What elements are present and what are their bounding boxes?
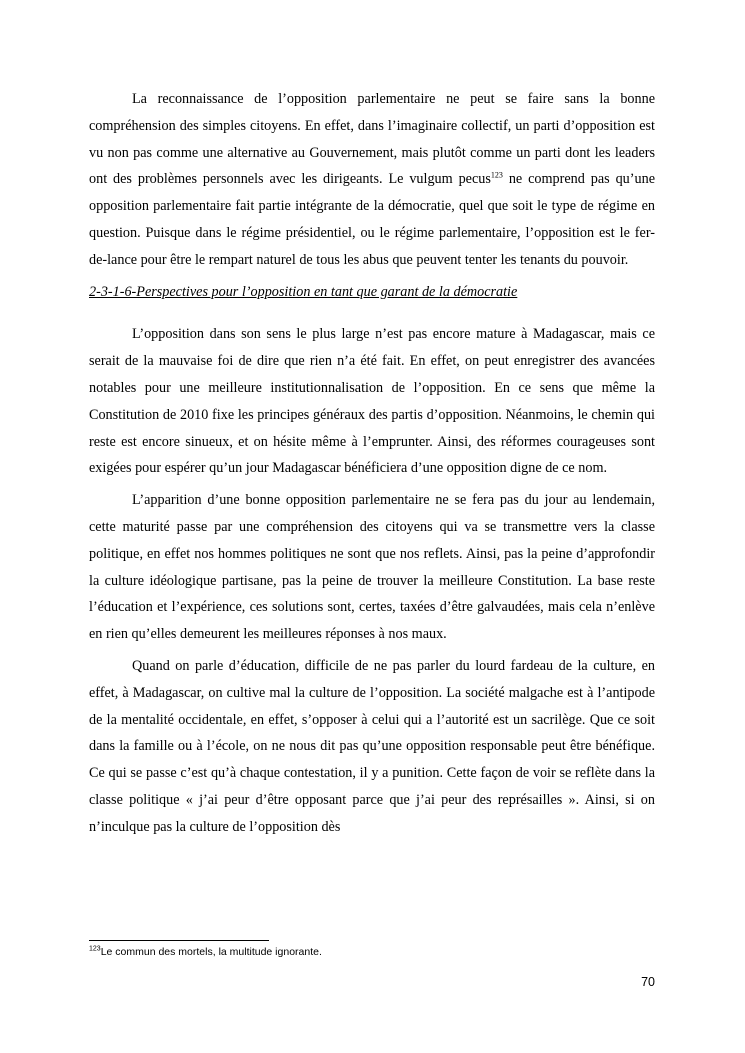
paragraph-4: Quand on parle d’éducation, difficile de ne pas parler du lourd fardeau de la culture, en effet, à Madagascar, on cultive mal la culture de l’opposition. La société malgache est à l’antipode de la mentalité occidentale, en effet, s’opposer à celui qui a l’autorité est un sacrilège. Que ce soit dans la famille ou à l’école, on ne nous dit pas qu’une opposition responsable peut être bénéfique. Ce qui se passe c’est qu’à chaque contestation, il y a punition. Cette façon de voir se reflète dans la classe politique « j’ai peur d’être opposant parce que j’ai peur des représailles ». Ainsi, si on n’inculque pas la culture de l’opposition dès xyxy=(89,657,655,835)
page-number: 70 xyxy=(641,975,655,989)
paragraph-3: L’apparition d’une bonne opposition parlementaire ne se fera pas du jour au lendemain, cette maturité passe par une compréhension des citoyens qui va se transmettre vers la classe politique, en effet nos hommes politiques ne sont que nos reflets. Ainsi, pas la peine d’approfondir la culture idéologique partisane, pas la peine de trouver la meilleure Constitution. La base reste l’éducation et l’expérience, ces solutions sont, certes, taxées d’être galvaudées, mais cela n’enlève en rien qu’elles demeurent les meilleures réponses à nos maux. xyxy=(89,492,655,643)
footnote-number: 123 xyxy=(89,945,101,953)
footnote xyxy=(89,946,322,958)
paragraph-1-text-start: La reconnaissance de l’opposition parlementaire ne peut se faire sans la bonne compréhension des simples citoyens. En effet, dans l’imaginaire collectif, un parti d’opposition est vu non pas comme une alternative au Gouvernement, mais plutôt comme un parti dont les leaders ont des problèmes personnels avec les dirigeants. Le vulgum pecus xyxy=(89,91,655,188)
body-text xyxy=(89,86,655,846)
footnote-reference: 123 xyxy=(490,170,503,180)
section-heading: 2-3-1-6-Perspectives pour l’opposition en tant que garant de la démocratie xyxy=(89,283,518,300)
paragraph-1 xyxy=(89,86,655,274)
paragraph-1-text-end: ne comprend pas qu’une opposition parlementaire fait partie intégrante de la démocratie, quel que soit le type de régime en question. Puisque dans le régime présidentiel, ou le régime parlementaire, l’opposition est le fer-de-lance pour être le rempart naturel de tous les abus que peuvent tenter les tenants du pouvoir. xyxy=(89,171,655,268)
footnote-text: Le commun des mortels, la multitude ignorante. xyxy=(100,946,322,958)
footnote-separator xyxy=(89,940,269,941)
paragraph-2: L’opposition dans son sens le plus large n’est pas encore mature à Madagascar, mais ce serait de la mauvaise foi de dire que rien n’a été fait. En effet, on peut enregistrer des avancées notables pour une meilleure institutionnalisation de l’opposition. En ce sens que même la Constitution de 2010 fixe les principes généraux des partis d’opposition. Néanmoins, le chemin qui reste est encore sinueux, et on hésite même à l’emprunter. Ainsi, des réformes courageuses sont exigées pour espérer qu’un jour Madagascar bénéficiera d’une opposition digne de ce nom. xyxy=(89,326,655,477)
